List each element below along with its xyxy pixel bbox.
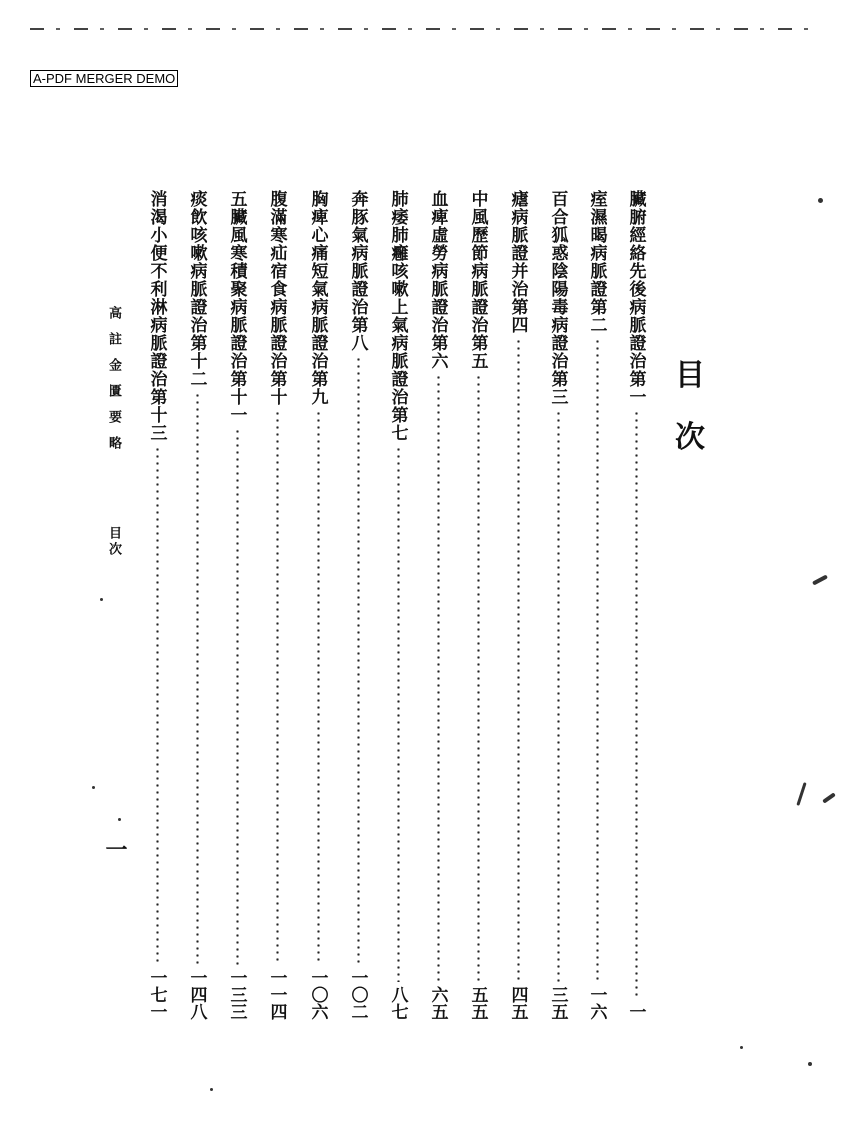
running-book-title: 高註金匱要略 [106, 306, 121, 462]
toc-entry [265, 190, 289, 1020]
scan-speck [812, 574, 828, 585]
toc-entry-page: 四五 [507, 986, 528, 1020]
toc-entry [145, 190, 169, 1020]
toc-entry-title: 瘧病脈證并治第四 [507, 190, 528, 334]
scan-speck [100, 598, 103, 601]
scan-edge-line [30, 28, 820, 30]
page-heading [670, 345, 710, 469]
toc-entry-title: 五臟風寒積聚病脈證治第十一 [226, 190, 247, 424]
dot-leader [477, 374, 480, 982]
heading-char: 次 [675, 420, 705, 455]
toc-entry [624, 190, 648, 1020]
toc-entry-page: 一六 [586, 986, 607, 1020]
scan-speck [740, 1046, 743, 1049]
dot-leader [635, 410, 638, 999]
toc-entry-title: 消渴小便不利淋病脈證治第十三 [146, 190, 167, 442]
toc-entry-page: 六五 [427, 986, 448, 1020]
toc-entry [466, 190, 490, 1020]
toc-entry-page: 一三三 [226, 969, 247, 1020]
scan-speck [118, 818, 121, 821]
watermark-stamp: A-PDF MERGER DEMO [30, 70, 178, 87]
toc-entry [225, 190, 249, 1020]
dot-leader [397, 446, 400, 982]
page-number: 一 [102, 838, 128, 860]
toc-entry-page: 一七一 [146, 969, 167, 1020]
toc-entry [426, 190, 450, 1020]
dot-leader [196, 392, 199, 965]
toc-entry-page: 三五 [547, 986, 568, 1020]
toc-entry-title: 奔豚氣病脈證治第八 [347, 190, 368, 352]
dot-leader [517, 338, 520, 982]
toc-entry-title: 胸痺心痛短氣病脈證治第九 [307, 190, 328, 406]
dot-leader [596, 338, 599, 982]
toc-entry-page: 一一四 [266, 969, 287, 1020]
toc-entry [306, 190, 330, 1020]
heading-char: 目 [675, 358, 705, 393]
toc-entry [506, 190, 530, 1020]
toc-entry-title: 臟腑經絡先後病脈證治第一 [625, 190, 646, 406]
toc-entry-page: 一 [625, 1003, 646, 1020]
running-section-title: 目次 [106, 526, 121, 558]
toc-entry-title: 痰飲咳嗽病脈證治第十二 [186, 190, 207, 388]
toc-entry-page: 一〇二 [347, 969, 368, 1020]
toc-entry-title: 痓濕暍病脈證第二 [586, 190, 607, 334]
toc-entry [585, 190, 609, 1020]
scan-speck [796, 782, 806, 806]
dot-leader [357, 356, 360, 965]
dot-leader [156, 446, 159, 965]
dot-leader [276, 410, 279, 965]
toc-entry [346, 190, 370, 1020]
scan-speck [210, 1088, 213, 1091]
toc-entry-page: 五五 [467, 986, 488, 1020]
toc-entry-title: 肺痿肺癰咳嗽上氣病脈證治第七 [387, 190, 408, 442]
toc-entry [386, 190, 410, 1020]
toc-entry-title: 血痺虛勞病脈證治第六 [427, 190, 448, 370]
scan-speck [822, 792, 836, 803]
toc-entry [185, 190, 209, 1020]
toc-entry-title: 百合狐惑陰陽毒病證治第三 [547, 190, 568, 406]
dot-leader [317, 410, 320, 965]
scan-speck [808, 1062, 812, 1066]
toc-entry-title: 中風歷節病脈證治第五 [467, 190, 488, 370]
dot-leader [437, 374, 440, 982]
toc-entry-page: 八七 [387, 986, 408, 1020]
dot-leader [557, 410, 560, 982]
toc-entry-page: 一〇六 [307, 969, 328, 1020]
scan-speck [92, 786, 95, 789]
toc-entry [546, 190, 570, 1020]
scan-speck [818, 198, 823, 203]
toc-entry-title: 腹滿寒疝宿食病脈證治第十 [266, 190, 287, 406]
dot-leader [236, 428, 239, 965]
toc-entry-page: 一四八 [186, 969, 207, 1020]
